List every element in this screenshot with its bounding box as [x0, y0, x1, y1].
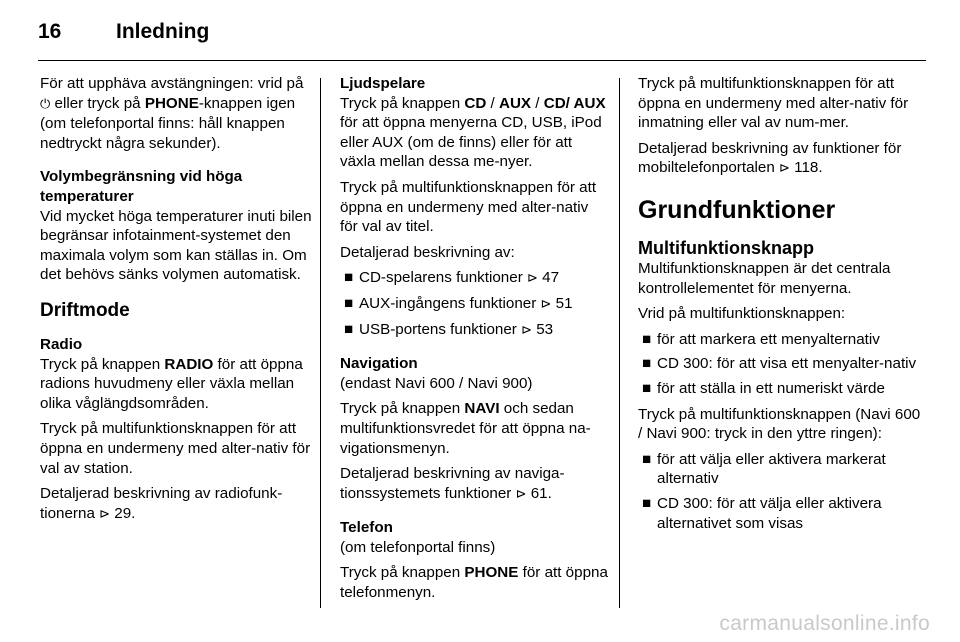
- watermark: carmanualsonline.info: [719, 612, 930, 635]
- cd-aux-key-label: CD/ AUX: [543, 94, 606, 112]
- heading-volume-limit: Volymbegränsning vid höga temperaturer: [40, 168, 243, 205]
- text: Detaljerad beskrivning av radiofunk-tionerna: [40, 485, 283, 522]
- paragraph-radio-ref: [40, 484, 312, 524]
- heading-radio: Radio: [40, 335, 83, 353]
- bullet-icon: ■: [642, 355, 652, 373]
- text: för att öppna telefonmenyn.: [340, 564, 608, 602]
- text: Tryck på knappen: [340, 564, 465, 582]
- heading-audio-player: Ljudspelare: [340, 75, 426, 92]
- list-item: [638, 494, 926, 533]
- text: CD 300: för att välja eller aktivera alternativet som visas: [657, 494, 882, 532]
- text: och sedan multifunktionsvredet för att öppna na-vigationsmenyn.: [340, 400, 591, 457]
- paragraph-audio-details: Detaljerad beskrivning av:: [340, 243, 515, 261]
- list-item: [340, 320, 610, 341]
- header-rule: [38, 60, 926, 61]
- text: för att ställa in ett numeriskt värde: [657, 379, 885, 397]
- list-item: [638, 330, 926, 350]
- heading-multifunction-knob: Multifunktionsknapp: [638, 237, 814, 258]
- column-3: [638, 74, 926, 539]
- paragraph-audio-player: [340, 94, 610, 172]
- text: /: [486, 94, 499, 112]
- bullet-icon: ■: [344, 320, 354, 338]
- press-knob-list: [638, 450, 926, 533]
- bullet-icon: ■: [642, 494, 652, 512]
- phone-key-label: PHONE: [464, 564, 519, 582]
- page-ref-link[interactable]: 51: [555, 294, 573, 312]
- paragraph-phone-submenu: Tryck på multifunktionsknappen för att öppna en undermeny med alter-nativ för inmatning eller val av num-mer.: [638, 75, 909, 132]
- text: AUX-ingångens funktioner: [359, 294, 541, 312]
- heading-driftmode: Driftmode: [40, 299, 130, 321]
- navi-key-label: NAVI: [464, 400, 500, 418]
- paragraph-unmute: [40, 74, 312, 153]
- page-ref-link[interactable]: 29.: [114, 504, 136, 522]
- column-divider-2: [619, 78, 620, 608]
- text: CD 300: för att visa ett menyalter-nativ: [657, 355, 917, 373]
- paragraph-navigation: [340, 399, 610, 458]
- list-item: [638, 354, 926, 374]
- bullet-icon: ■: [642, 330, 652, 348]
- page-ref-arrow-icon: ⊳: [526, 271, 538, 287]
- heading-telephone: Telefon: [340, 519, 393, 537]
- paragraph-audio-submenu: Tryck på multifunktionsknappen för att öppna en undermeny med alter-nativ för val av titel.: [340, 178, 597, 236]
- page-ref-arrow-icon: ⊳: [540, 296, 552, 312]
- page-ref-arrow-icon: ⊳: [515, 486, 527, 502]
- page-ref-link[interactable]: 47: [542, 269, 560, 287]
- list-item: [340, 268, 610, 289]
- aux-key-label: AUX: [499, 94, 532, 112]
- phone-key-label: PHONE: [144, 94, 199, 112]
- text: Detaljerad beskrivning av naviga-tionssystemets funktioner: [340, 465, 565, 502]
- page-title: Inledning: [116, 20, 210, 43]
- paragraph-press-knob: Tryck på multifunktionsknappen (Navi 600 / Navi 900: tryck in den yttre ringen):: [638, 405, 921, 443]
- text: för att öppna menyerna CD, USB, iPod eller AUX (om de finns) eller för att växla mellan dessa me-nyer.: [340, 114, 602, 171]
- paragraph-volume-limit: Vid mycket höga temperaturer inuti bilen begränsar infotainment-systemet den maximala volym som kan ställas in. Om det behövs sänks volymen automatisk.: [40, 207, 312, 284]
- page-ref-arrow-icon: ⊳: [521, 322, 532, 338]
- page-ref-arrow-icon: ⊳: [99, 506, 111, 522]
- text: /: [531, 94, 544, 112]
- text: Tryck på knappen: [40, 355, 165, 373]
- text: För att upphäva avstängningen: vrid på: [40, 75, 304, 92]
- list-item: [340, 294, 610, 315]
- page-number: 16: [38, 20, 62, 43]
- paragraph-phone-ref: [638, 139, 926, 179]
- cd-key-label: CD: [464, 94, 487, 112]
- text: Detaljerad beskrivning av funktioner för mobiltelefonportalen: [638, 139, 902, 177]
- column-2: [340, 74, 610, 609]
- text: för att välja eller aktivera markerat alternativ: [657, 450, 886, 488]
- text: -knappen igen (om telefonportal finns: håll knappen nedtryckt några sekunder).: [40, 94, 296, 152]
- text: Tryck på knappen: [340, 94, 465, 112]
- turn-knob-list: [638, 330, 926, 399]
- paragraph-turn-knob: Vrid på multifunktionsknappen:: [638, 305, 846, 323]
- bullet-icon: ■: [642, 379, 652, 397]
- text: eller tryck på: [50, 94, 145, 112]
- text: USB-portens funktioner: [359, 320, 522, 338]
- text: för att öppna radions huvudmeny eller växla mellan olika våglängdsområden.: [40, 355, 303, 412]
- paragraph-telephone-note: (om telefonportal finns): [340, 538, 496, 556]
- paragraph-radio: [40, 355, 312, 414]
- page-ref-link[interactable]: 61.: [530, 484, 552, 502]
- list-item: [638, 450, 926, 489]
- paragraph-navigation-ref: [340, 464, 610, 504]
- text: Tryck på knappen: [340, 400, 465, 418]
- column-divider-1: [320, 78, 321, 608]
- text: för att markera ett menyalternativ: [657, 330, 880, 348]
- page-ref-arrow-icon: ⊳: [779, 161, 790, 177]
- page-ref-link[interactable]: 118.: [794, 159, 823, 177]
- paragraph-navigation-note: (endast Navi 600 / Navi 900): [340, 374, 533, 392]
- column-1: [40, 74, 312, 530]
- text: CD-spelarens funktioner: [359, 269, 527, 287]
- paragraph-telephone: [340, 563, 610, 602]
- heading-basic-functions: Grundfunktioner: [638, 195, 836, 224]
- paragraph-radio-submenu: Tryck på multifunktionsknappen för att öppna en undermeny med alter-nativ för val av station.: [40, 420, 311, 477]
- list-item: [638, 379, 926, 399]
- power-icon: ⏻: [40, 96, 51, 112]
- page-ref-link[interactable]: 53: [536, 320, 554, 338]
- bullet-icon: ■: [642, 450, 652, 468]
- paragraph-multifunction-knob: Multifunktionsknappen är det centrala kontrollelementet för menyerna.: [638, 259, 891, 297]
- bullet-icon: ■: [344, 294, 354, 312]
- heading-navigation: Navigation: [340, 355, 418, 373]
- bullet-icon: ■: [344, 269, 354, 287]
- radio-key-label: RADIO: [164, 355, 214, 373]
- audio-functions-list: [340, 268, 610, 340]
